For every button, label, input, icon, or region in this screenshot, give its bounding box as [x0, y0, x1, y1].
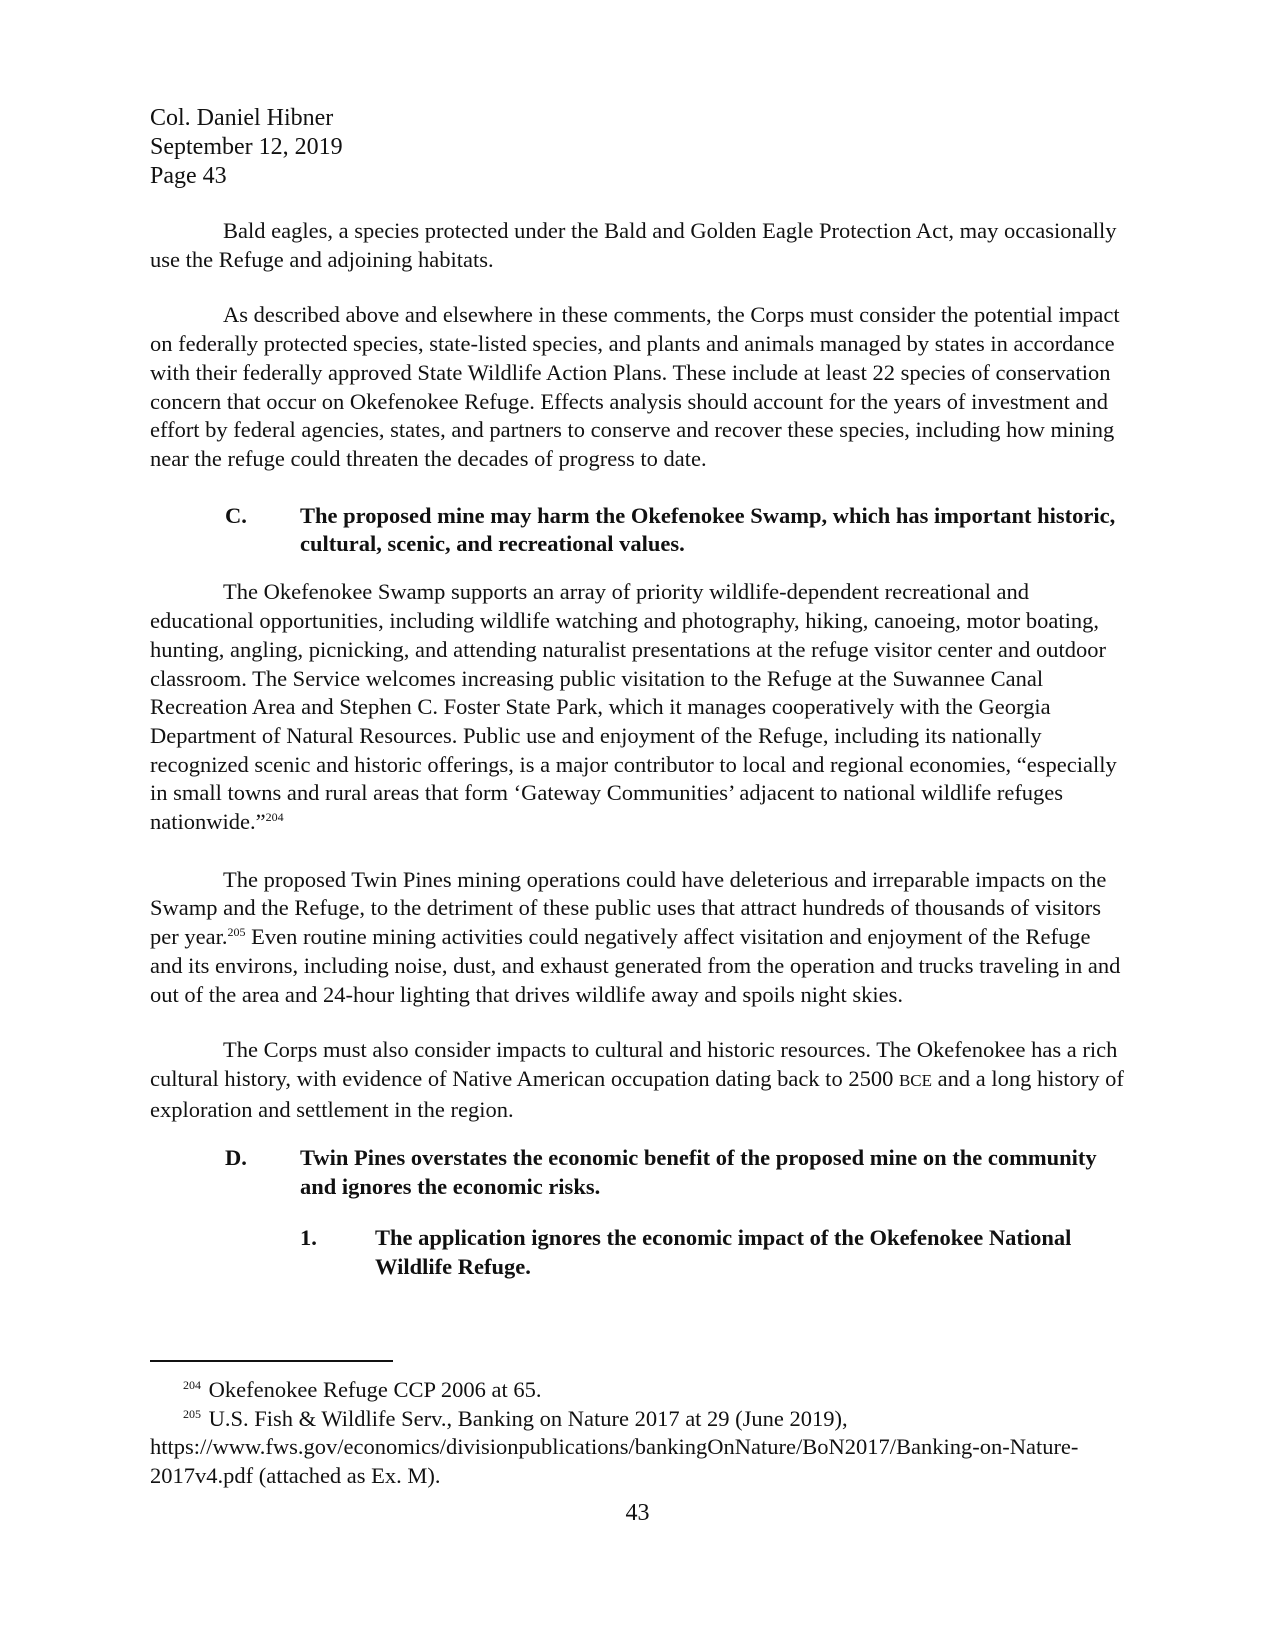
footnote-ref-205[interactable]: 205	[227, 925, 246, 940]
letter-header	[150, 104, 1125, 191]
subsection-title-1: The application ignores the economic impact of the Okefenokee National Wildlife Refuge.	[375, 1225, 1072, 1279]
recipient-name: Col. Daniel Hibner	[150, 105, 334, 131]
paragraph-protected-species: As described above and elsewhere in these comments, the Corps must consider the potential impact on federally protected species, state-listed species, and plants and animals managed by states in accordance with their federally approved State Wildlife Action Plans. These include at least 22 species of conservation concern that occur on Okefenokee Refuge. Effects analysis should account for the years of investment and effort by federal agencies, states, and partners to conserve and recover these species, including how mining near the refuge could threaten the decades of progress to date.	[150, 302, 1120, 471]
footnote-text-204: Okefenokee Refuge CCP 2006 at 65.	[203, 1377, 542, 1402]
paragraph-mining-impacts-text-b: Even routine mining activities could negatively affect visitation and enjoyment of the Refuge and its environs, including noise, dust, and exhaust generated from the operation and trucks traveling in and out of the area and 24-hour lighting that drives wildlife away and spoils night skies.	[150, 924, 1121, 1007]
page-number: 43	[625, 1500, 650, 1526]
subsection-heading-1	[300, 1224, 1125, 1281]
paragraph-recreation	[150, 578, 1125, 836]
section-heading-c	[225, 502, 1125, 559]
paragraph-mining-impacts	[150, 866, 1125, 1010]
section-title-c: The proposed mine may harm the Okefenokee Swamp, which has important historic, cultural, scenic, and recreational values.	[300, 502, 1116, 557]
paragraph-recreation-text: The Okefenokee Swamp supports an array of priority wildlife-dependent recreational and educational opportunities, including wildlife watching and photography, hiking, canoeing, motor boating, hunting, angling, picnicking, and attending naturalist presentations at the refuge visitor center and outdoor classroom. The Service welcomes increasing public visitation to the Refuge at the Suwannee Canal Recreation Area and Stephen C. Foster State Park, which it manages cooperatively with the Georgia Department of Natural Resources. Public use and enjoyment of the Refuge, including its nationally recognized scenic and historic offerings, is a major contributor to local and regional economies, “especially in small towns and rural areas that form ‘Gateway Communities’ adjacent to national wildlife refuges nationwide.”	[150, 579, 1117, 835]
paragraph-cultural-resources	[150, 1036, 1125, 1124]
footnote-number-205: 205	[183, 1406, 201, 1421]
section-heading-d	[225, 1144, 1125, 1201]
paragraph-cultural-text-b: and a long history of exploration and settlement in the region.	[150, 1065, 1124, 1122]
paragraph-cultural-text-a: The Corps must also consider impacts to cultural and historic resources. The Okefenokee has a rich cultural history, with evidence of Native American occupation dating back to 2500	[150, 1037, 1118, 1091]
letter-body	[150, 104, 1125, 1281]
section-label-c: C.	[225, 502, 247, 528]
footnote-text-205: U.S. Fish & Wildlife Serv., Banking on Nature 2017 at 29 (June 2019), https://www.fws.gov/economics/divisionpublications/bankingOnNature/BoN2017/Banking-on-Nature-2017v4.pdf (attached as Ex. M).	[150, 1405, 1079, 1488]
subsection-label-1: 1.	[300, 1225, 317, 1251]
header-page-label: Page 43	[150, 163, 227, 189]
section-title-d: Twin Pines overstates the economic benefit of the proposed mine on the community and ignores the economic risks.	[300, 1145, 1097, 1199]
letter-date: September 12, 2019	[150, 134, 343, 160]
footnote-ref-204[interactable]: 204	[265, 810, 284, 825]
paragraph-mining-impacts-text-a: The proposed Twin Pines mining operations could have deleterious and irreparable impacts on the Swamp and the Refuge, to the detriment of these public uses that attract hundreds of thousands of visitors per year.	[150, 866, 1107, 950]
era-abbreviation: BCE	[898, 1070, 933, 1090]
section-label-d: D.	[225, 1145, 247, 1171]
footnote-205	[150, 1405, 1125, 1491]
footnote-number-204: 204	[183, 1378, 201, 1392]
footnote-divider	[150, 1360, 393, 1362]
footnotes	[150, 1376, 1125, 1490]
footnote-204	[150, 1376, 1125, 1405]
paragraph-bald-eagles: Bald eagles, a species protected under the Bald and Golden Eagle Protection Act, may occasionally use the Refuge and adjoining habitats.	[150, 218, 1117, 272]
